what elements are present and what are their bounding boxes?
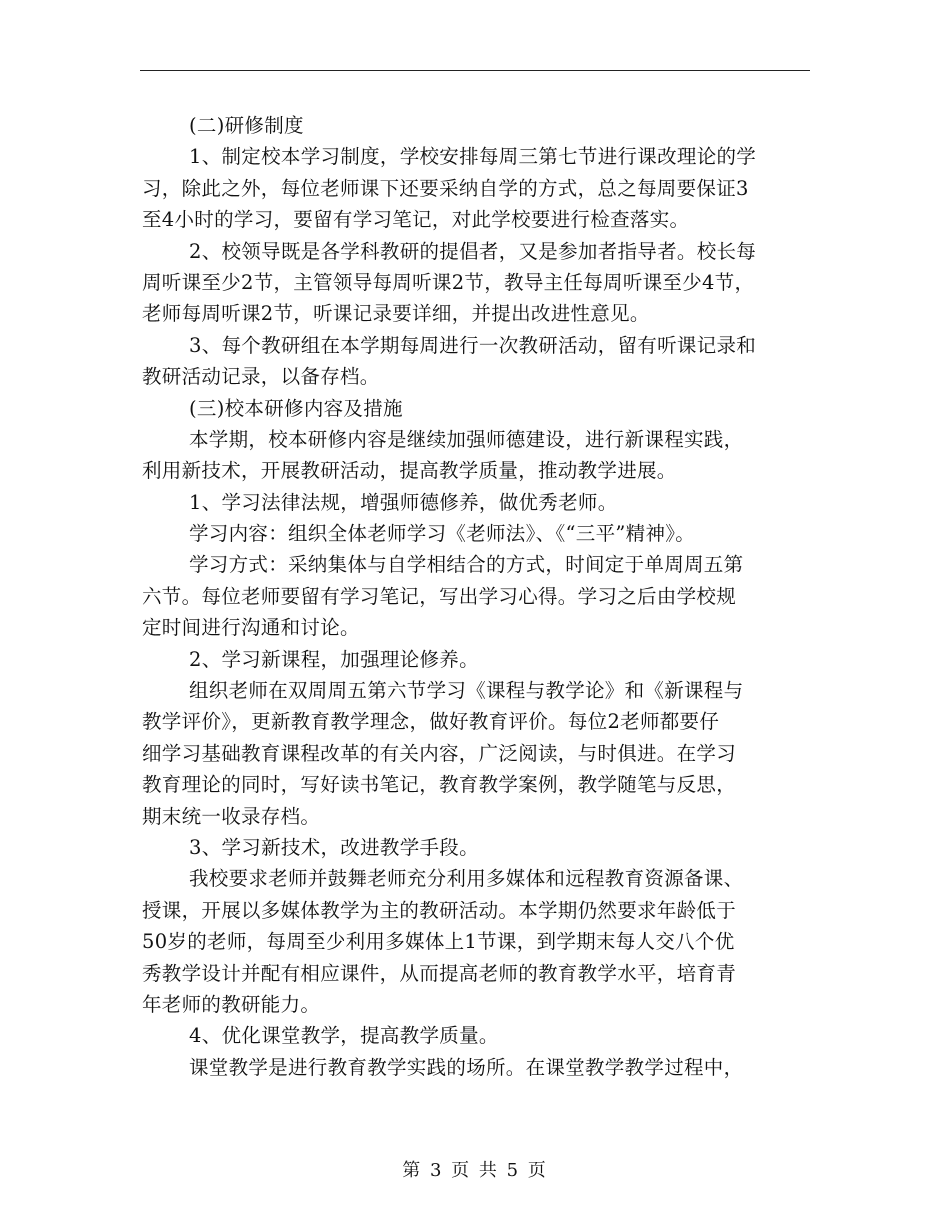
document-body (142, 110, 814, 1083)
text-line: 细学习基础教育课程改革的有关内容，广泛阅读，与时俱进。在学习 (142, 741, 737, 765)
text-line: 教学评价》，更新教育教学理念，做好教育评价。每位2老师都要仔 (142, 710, 720, 734)
text-line: 教研活动记录，以备存档。 (142, 365, 380, 389)
text-line: (二)研修制度 (189, 114, 304, 137)
text-line: 2、校领导既是各学科教研的提倡者，又是参加者指导者。校长每 (189, 239, 757, 263)
text-line: 2、学习新课程，加强理论修养。 (189, 647, 479, 671)
text-line: 定时间进行沟通和讨论。 (142, 616, 360, 640)
text-line: 教育理论的同时，写好读书笔记，教育教学案例，教学随笔与反思， (142, 773, 737, 797)
text-line: 3、每个教研组在本学期每周进行一次教研活动，留有听课记录和 (189, 333, 757, 357)
header-rule (140, 70, 810, 71)
text-line: 50岁的老师，每周至少利用多媒体上1节课，到学期末每人交八个优 (142, 930, 735, 954)
text-line: 期末统一收录存档。 (142, 804, 321, 828)
text-line: 4、优化课堂教学，提高教学质量。 (189, 1024, 499, 1048)
text-line: 1、学习法律法规，增强师德修养，做优秀老师。 (189, 490, 618, 514)
text-line: 周听课至少2节，主管领导每周听课2节，教导主任每周听课至少4节， (142, 270, 755, 294)
text-line: 习，除此之外，每位老师课下还要采纳自学的方式，总之每周要保证3 (142, 176, 749, 200)
text-line: 六节。每位老师要留有学习笔记，写出学习心得。学习之后由学校规 (142, 584, 737, 608)
page-footer: 第 3 页 共 5 页 (402, 1160, 548, 1181)
text-line: 我校要求老师并鼓舞老师充分利用多媒体和远程教育资源备课、 (189, 867, 744, 891)
text-line: 学习方式：采纳集体与自学相结合的方式，时间定于单周周五第 (189, 553, 744, 577)
text-line: 至4小时的学习，要留有学习笔记，对此学校要进行检查落实。 (142, 208, 690, 232)
text-line: 学习内容：组织全体老师学习《老师法》、《“三平”精神》。 (189, 522, 696, 546)
text-line: 老师每周听课2节，听课记录要详细，并提出改进性意见。 (142, 302, 650, 326)
text-line: 课堂教学是进行教育教学实践的场所。在课堂教学教学过程中， (189, 1055, 744, 1079)
text-line: 秀教学设计并配有相应课件，从而提高老师的教育教学水平，培育青 (142, 961, 737, 985)
text-line: (三)校本研修内容及措施 (189, 396, 403, 420)
text-line: 授课，开展以多媒体教学为主的教研活动。本学期仍然要求年龄低于 (142, 898, 737, 922)
text-line: 1、制定校本学习制度，学校安排每周三第七节进行课改理论的学 (189, 145, 757, 169)
text-line: 年老师的教研能力。 (142, 992, 321, 1016)
text-line: 利用新技术，开展教研活动，提高教学质量，推动教学进展。 (142, 459, 677, 483)
text-line: 组织老师在双周周五第六节学习《课程与教学论》和《新课程与 (189, 679, 744, 703)
text-line: 本学期，校本研修内容是继续加强师德建设，进行新课程实践， (189, 427, 744, 451)
text-line: 3、学习新技术，改进教学手段。 (189, 835, 479, 859)
